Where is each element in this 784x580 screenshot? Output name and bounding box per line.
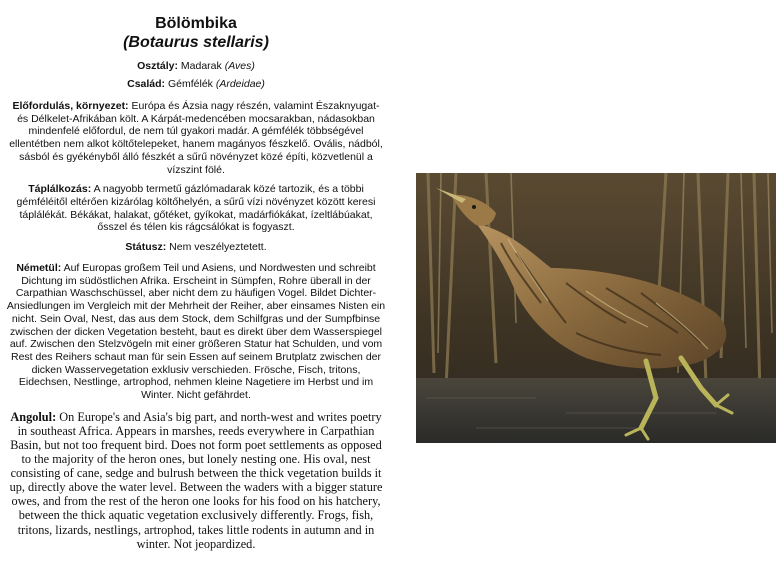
species-title: Bölömbika	[155, 15, 237, 32]
german-paragraph	[0, 262, 392, 402]
occurrence-text: Európa és Ázsia nagy részén, valamint Északnyugat- és Délkelet-Afrikában költ. A Kárpát-medencében mocsarakban, nádasokban mindenfelé előfordul, de nem túl gyakori madár. A gémfélék többségével ellentétben nem alkot költőtelepeket, hanem magányos fészkelő. Ovális, nádból, sásból és gyékényből álló fészkét a sűrű növényzet közé építi, közvetlenül a vízszint fölé.	[9, 100, 383, 176]
status-text: Nem veszélyeztetett.	[169, 241, 267, 254]
german-label: Németül:	[16, 262, 62, 275]
family-latin: (Ardeidae)	[215, 78, 265, 90]
occurrence-paragraph	[0, 100, 392, 176]
occurrence-label: Előfordulás, környezet:	[12, 100, 129, 112]
feeding-paragraph	[0, 183, 392, 234]
family-label: Család:	[127, 78, 166, 90]
status-line	[0, 241, 392, 254]
class-line	[0, 60, 392, 73]
scientific-name: (Botaurus stellaris)	[123, 34, 269, 51]
english-text: On Europe's and Asia's big part, and north-west and writes poetry in southeast Africa. Appears in marshes, reeds everywhere in Carpathian Basin, but not too frequent bird. Does not form poet settlements as opposed to the majority of the heron ones, but lonely nesting one. His oval, nest consisting of cane, sedge and bulrush between the thick vegetation builds it up, directly above the water level. Between the waders with a bigger stature owes, and from the rest of the heron one looks for his food on his hatchery, between the thick aquatic vegetation exclusively differently. Frogs, fish, tritons, lizards, nestlings, artrophod, takes little rodents in autumn and in winter. Not jeopardized.	[9, 409, 383, 551]
family-value: Gémfélék	[167, 78, 213, 90]
english-paragraph	[0, 410, 392, 551]
feeding-text: A nagyobb termetű gázlómadarak közé tartozik, és a többi gémféléitől eltérően kizárólag költőhelyén, a sűrű vízi növényzet között keresi táplálékát. Békákat, halakat, gőtéket, gyíkokat, madárfiókákat, ízeltlábúakat, ősszel és télen kis rágcsálókat is fogyaszt.	[16, 183, 376, 234]
species-text-column	[0, 14, 392, 558]
german-text: Auf Europas großem Teil und Asiens, und Nordwesten und schreibt Dichtung im südöstlichen Afrika. Erscheint in Sümpfen, Rohre überall in der Carpathian Waschschüssel, aber nicht dem zu häufigen Vogel. Bildet Dichter-Ansiedlungen im Vergleich mit der Mehrheit der Reiher, aber einsames Nisten ein nicht. Sein Oval, Nest, das aus dem Stock, dem Schilfgras und der Sumpfbinse zwischen der dicken Vegetation besteht, baut es direkt über dem Wasserspiegel auf. Zwischen den Stelzvögeln mit einer größeren Statur hat Schulden, und vom Rest des Reihers schaut man für sein Essen auf seinem Brutplatz zwischen der dicken Wasservegetation exklusiv verschieden. Frösche, Fisch, tritons, Eidechsen, Nestlinge, artrophod, nehmen kleine Nagetiere im Herbst und im Winter. Nicht gefährdet.	[6, 262, 386, 402]
class-label: Osztály:	[137, 60, 178, 72]
english-label: Angolul:	[10, 409, 57, 424]
class-latin: (Aves)	[224, 60, 255, 72]
class-value: Madarak	[180, 60, 222, 72]
feeding-label: Táplálkozás:	[28, 183, 92, 196]
family-line	[0, 78, 392, 91]
status-label: Státusz:	[125, 241, 167, 254]
bittern-photo	[416, 173, 776, 443]
